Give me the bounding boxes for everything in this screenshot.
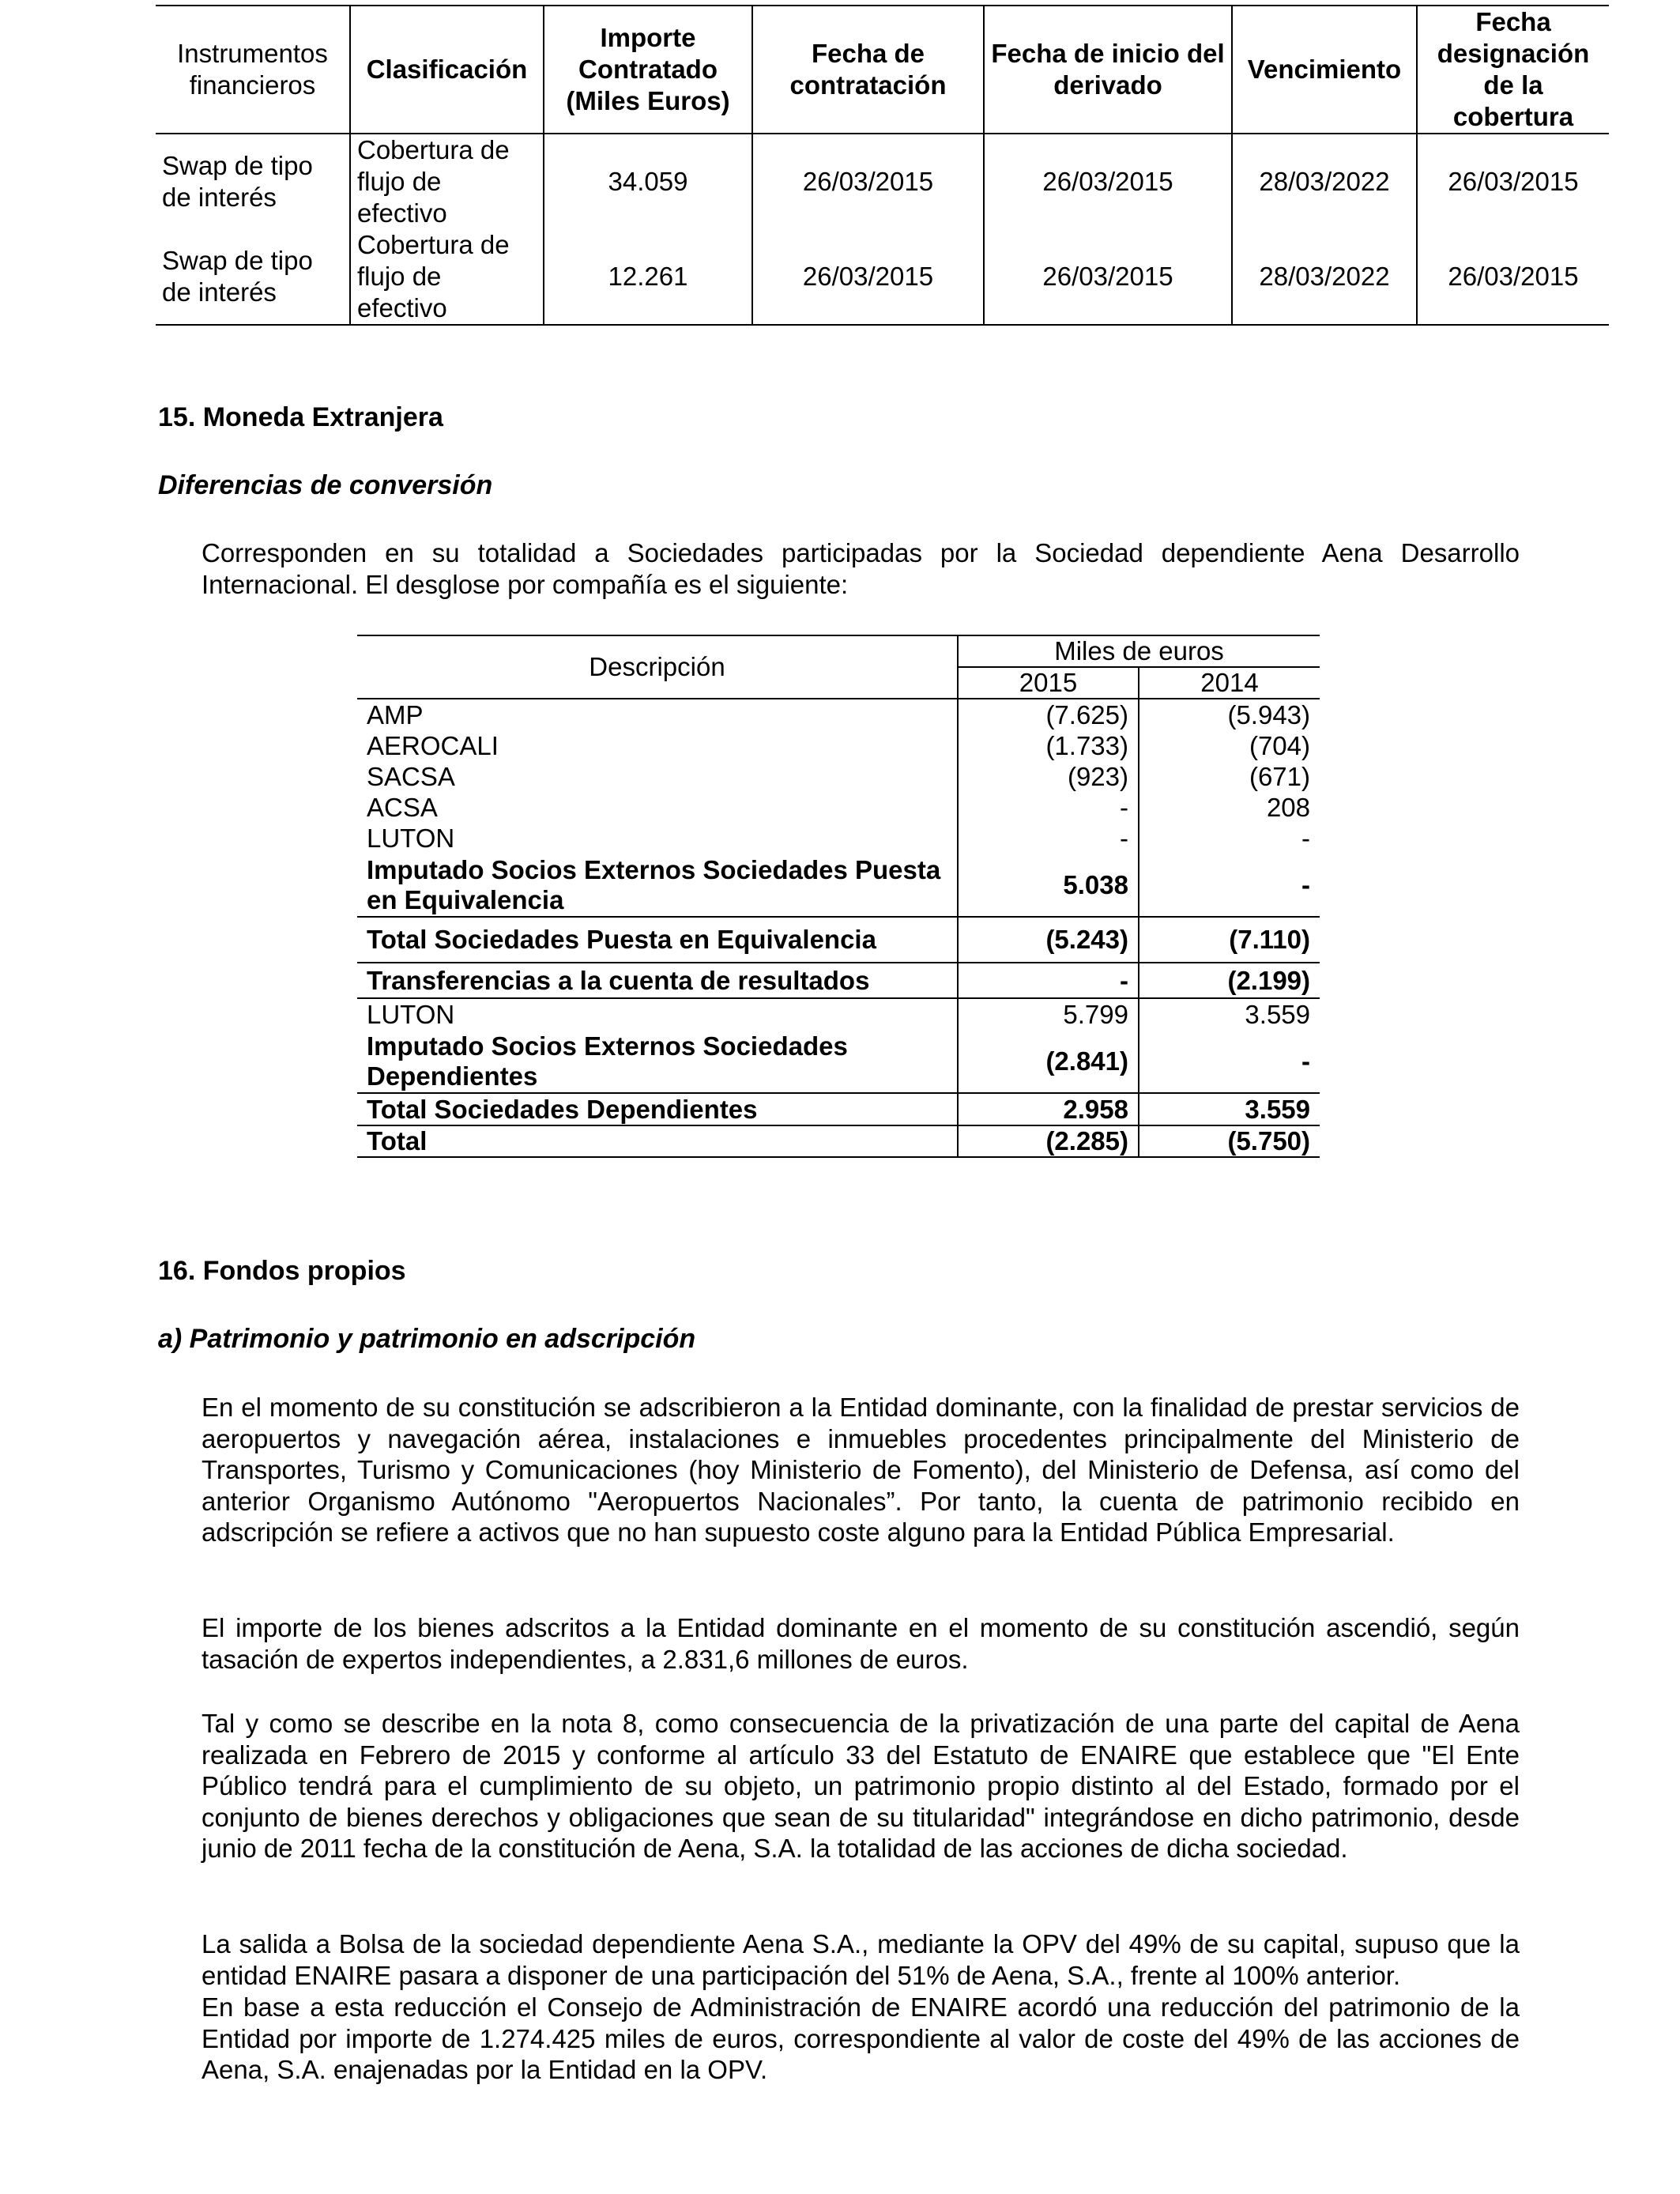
currency-differences-table [357,635,1320,1158]
header-clasificacion: Clasificación [350,6,544,134]
cell-fecha-contratacion: 26/03/2015 [752,229,984,325]
fx-row-label: Imputado Socios Externos Sociedades Puesta en Equivalencia [357,854,958,917]
table-row [357,963,1320,998]
fx-row-2014: (704) [1139,730,1320,761]
cell-fecha-inicio: 26/03/2015 [984,229,1232,325]
header-fecha-designacion: Fecha designación de la cobertura [1417,6,1609,134]
fx-row-2015: 5.799 [958,998,1139,1030]
fx-row-2015: (923) [958,761,1139,792]
fx-row-2015: (1.733) [958,730,1139,761]
fx-header-descripcion: Descripción [357,635,958,699]
table-row [156,229,1609,325]
cell-instrumento: Swap de tipo de interés [156,229,350,325]
fx-row-label: LUTON [367,823,455,853]
fx-row-2014: (5.943) [1139,699,1320,730]
fx-row-label: ACSA [367,792,438,822]
cell-fecha-designacion: 26/03/2015 [1417,134,1609,229]
fx-row-label: LUTON [367,999,455,1029]
table-row [357,1030,1320,1093]
table-row [357,917,1320,963]
fx-row-2015: (7.625) [958,699,1139,730]
fx-row-2014: 3.559 [1139,998,1320,1030]
fx-row-2014: 3.559 [1139,1093,1320,1125]
fx-row-2014: - [1139,823,1320,854]
cell-importe: 12.261 [544,229,752,325]
cell-fecha-inicio: 26/03/2015 [984,134,1232,229]
fx-row-2014: (7.110) [1139,917,1320,963]
section-15-subtitle: Diferencias de conversión [158,470,493,500]
cell-fecha-contratacion: 26/03/2015 [752,134,984,229]
section-16-title: 16. Fondos propios [158,1256,406,1286]
fx-row-2015: - [958,823,1139,854]
section-15-paragraph: Corresponden en su totalidad a Sociedades participadas por la Sociedad dependiente Aena Desarrollo Internacional. El desglose por compañía es el siguiente: [202,538,1520,599]
fx-row-2014: 208 [1139,792,1320,823]
cell-clasificacion: Cobertura de flujo de efectivo [350,134,544,229]
table-row [357,998,1320,1030]
cell-importe: 34.059 [544,134,752,229]
fx-row-label: AEROCALI [367,730,499,760]
fx-row-label: Imputado Socios Externos Sociedades Dependientes [357,1030,958,1093]
section-16-paragraph-1: En el momento de su constitución se adscribieron a la Entidad dominante, con la finalidad de prestar servicios de aeropuertos y navegación aérea, instalaciones e inmuebles procedentes principalmente del Ministerio de Transportes, Turismo y Comunicaciones (hoy Ministerio de Fomento), del Ministerio de Defensa, así como del anterior Organismo Autónomo "Aeropuertos Nacionales”. Por tanto, la cuenta de patrimonio recibido en adscripción se refiere a activos que no han supuesto coste alguno para la Entidad Pública Empresarial. [202,1393,1520,1547]
fx-row-2015: (2.841) [958,1030,1139,1093]
fx-row-label: SACSA [367,761,455,791]
derivatives-header-row [156,6,1609,134]
cell-fecha-designacion: 26/03/2015 [1417,229,1609,325]
fx-row-label: Total [357,1125,958,1157]
fx-row-2014: (5.750) [1139,1125,1320,1157]
fx-row-2015: (2.285) [958,1125,1139,1157]
table-row [156,134,1609,229]
fx-row-label: AMP [367,699,424,729]
table-row [357,730,1320,761]
fx-row-2014: - [1139,854,1320,917]
header-importe: Importe Contratado (Miles Euros) [544,6,752,134]
table-row [357,1093,1320,1125]
fx-header-miles-euros: Miles de euros [958,635,1320,667]
section-16-paragraph-4: La salida a Bolsa de la sociedad dependiente Aena S.A., mediante la OPV del 49% de su capital, supuso que la entidad ENAIRE pasara a disponer de una participación del 51% de Aena, S.A., frente al 100% anterior. [202,1929,1520,1990]
header-fecha-inicio: Fecha de inicio del derivado [984,6,1232,134]
fx-row-2014: (2.199) [1139,963,1320,998]
cell-vencimiento: 28/03/2022 [1232,229,1417,325]
fx-row-2015: (5.243) [958,917,1139,963]
fx-row-label: Total Sociedades Puesta en Equivalencia [357,917,958,963]
table-row [357,699,1320,730]
fx-row-2015: - [958,792,1139,823]
fx-row-label: Total Sociedades Dependientes [357,1093,958,1125]
header-instrumentos: Instrumentos financieros [156,6,350,134]
table-row [357,854,1320,917]
cell-clasificacion: Cobertura de flujo de efectivo [350,229,544,325]
header-fecha-contratacion: Fecha de contratación [752,6,984,134]
table-row [357,823,1320,854]
header-vencimiento: Vencimiento [1232,6,1417,134]
derivatives-table [156,5,1609,326]
fx-row-2014: (671) [1139,761,1320,792]
section-16-paragraph-3: Tal y como se describe en la nota 8, como consecuencia de la privatización de una parte del capital de Aena realizada en Febrero de 2015 y conforme al artículo 33 del Estatuto de ENAIRE que establece que "El Ente Público tendrá para el cumplimiento de su objeto, un patrimonio propio distinto al del Estado, formado por el conjunto de bienes derechos y obligaciones que sean de su titularidad" integrándose en dicho patrimonio, desde junio de 2011 fecha de la constitución de Aena, S.A. la totalidad de las acciones de dicha sociedad. [202,1709,1520,1863]
cell-instrumento: Swap de tipo de interés [162,151,313,212]
fx-row-label: Transferencias a la cuenta de resultados [357,963,958,998]
section-16-paragraph-5: En base a esta reducción el Consejo de Administración de ENAIRE acordó una reducción del patrimonio de la Entidad por importe de 1.274.425 miles de euros, correspondiente al valor de coste del 49% de las acciones de Aena, S.A. enajenadas por la Entidad en la OPV. [202,1992,1520,2084]
section-16-subtitle: a) Patrimonio y patrimonio en adscripción [158,1324,696,1354]
table-row [357,761,1320,792]
fx-row-2014: - [1139,1030,1320,1093]
fx-header-row [357,635,1320,667]
cell-vencimiento: 28/03/2022 [1232,134,1417,229]
fx-row-2015: 2.958 [958,1093,1139,1125]
fx-header-2014: 2014 [1139,667,1320,699]
fx-row-2015: 5.038 [958,854,1139,917]
table-row [357,792,1320,823]
fx-header-2015: 2015 [958,667,1139,699]
section-15-title: 15. Moneda Extranjera [158,402,443,432]
fx-row-2015: - [958,963,1139,998]
table-row [357,1125,1320,1157]
section-16-paragraph-2: El importe de los bienes adscritos a la Entidad dominante en el momento de su constitución ascendió, según tasación de expertos independientes, a 2.831,6 millones de euros. [202,1613,1520,1674]
